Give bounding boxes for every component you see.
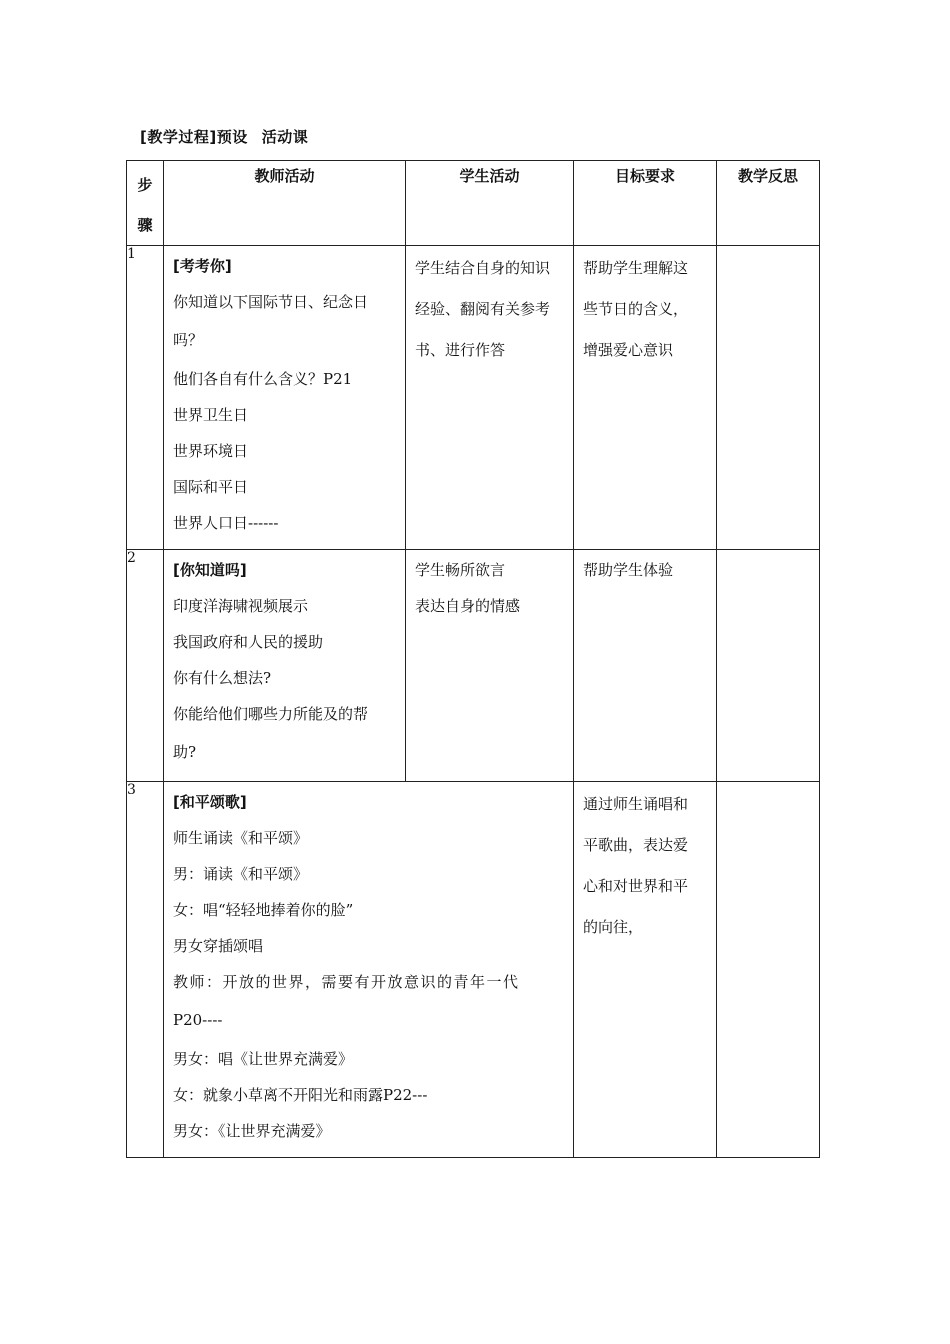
heading-process: [教学过程]预设 — [140, 128, 248, 146]
student-activity-cell: 学生结合自身的知识 经验、翻阅有关参考 书、进行作答 — [406, 246, 574, 550]
student-activity-cell: 学生畅所欲言 表达自身的情感 — [406, 550, 574, 782]
table-row — [127, 782, 820, 1158]
goal-cell: 帮助学生体验 — [574, 550, 717, 782]
activity-tag: [考考你] — [173, 257, 232, 275]
goal-cell: 帮助学生理解这 些节日的含义， 增强爱心意识 — [574, 246, 717, 550]
teacher-activity-cell: [和平颂歌] 师生诵读《和平颂》 男：诵读《和平颂》 女：唱“轻轻地捧着你的脸” 男女穿插颂唱 教师：开放的世界，需要有开放意识的青年一代 P20---- 男女：唱《让世界充满爱》 女：就象小草离不开阳光和雨露P22--- 男女：《让世界充满爱》 — [164, 782, 574, 1158]
step-number: 1 — [127, 246, 164, 550]
section-heading — [140, 126, 308, 147]
table-row — [127, 550, 820, 782]
reflection-cell — [717, 246, 820, 550]
header-student-activity: 学生活动 — [406, 161, 574, 246]
table-row — [127, 246, 820, 550]
header-teacher-activity: 教师活动 — [164, 161, 406, 246]
teacher-activity-cell: [考考你] 你知道以下国际节日、纪念日 吗？ 他们各自有什么含义？P21 世界卫生日 世界环境日 国际和平日 世界人口日------ — [164, 246, 406, 550]
reflection-cell — [717, 782, 820, 1158]
header-step: 步 骤 — [127, 161, 164, 246]
lesson-plan-table — [126, 160, 820, 1158]
reflection-cell — [717, 550, 820, 782]
activity-tag: [你知道吗] — [173, 561, 247, 579]
step-number: 3 — [127, 782, 164, 1158]
teacher-activity-cell: [你知道吗] 印度洋海啸视频展示 我国政府和人民的援助 你有什么想法? 你能给他们哪些力所能及的帮 助? — [164, 550, 406, 782]
step-number: 2 — [127, 550, 164, 782]
table-header-row — [127, 161, 820, 246]
header-goal: 目标要求 — [574, 161, 717, 246]
activity-tag: [和平颂歌] — [173, 793, 247, 811]
goal-cell: 通过师生诵唱和 平歌曲，表达爱 心和对世界和平 的向往， — [574, 782, 717, 1158]
heading-lesson-type: 活动课 — [261, 128, 309, 146]
header-reflection: 教学反思 — [717, 161, 820, 246]
